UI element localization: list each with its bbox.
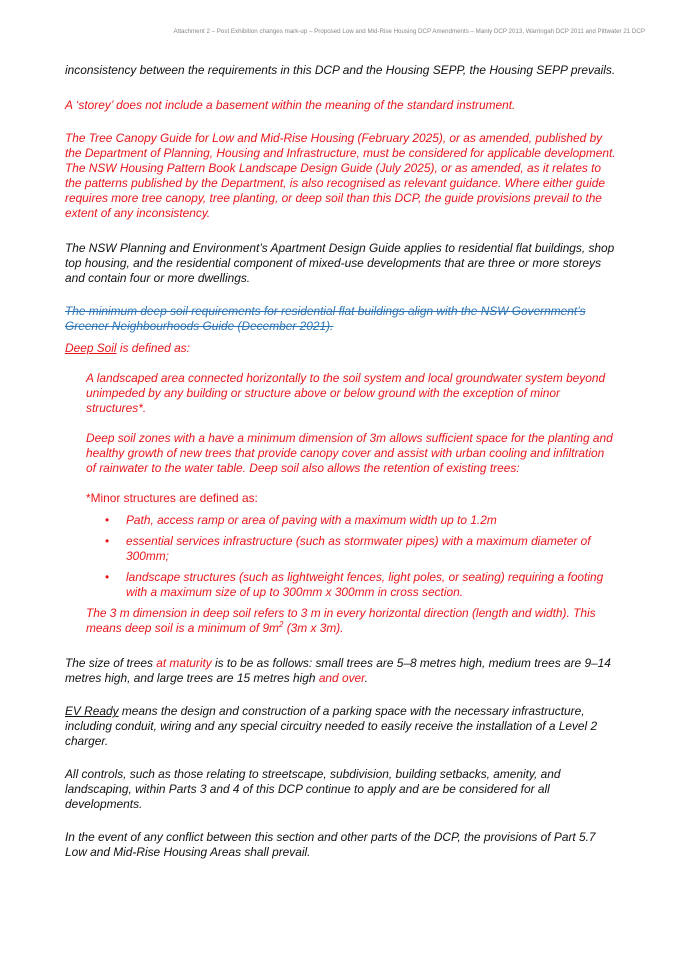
superscript: 2 bbox=[278, 620, 284, 630]
list-item-text: essential services infrastructure (such as stormwater pipes) with a maximum diameter of 300mm; bbox=[126, 534, 591, 563]
deep-soil-heading-rest: is defined as: bbox=[116, 341, 190, 355]
list-item bbox=[65, 513, 617, 528]
deep-soil-dimension-note bbox=[86, 606, 617, 636]
inserted-text: and over bbox=[318, 671, 365, 685]
minor-structures-list bbox=[65, 513, 617, 600]
paragraph-storey-definition: A ‘storey’ does not include a basement within the meaning of the standard instrument. bbox=[65, 98, 516, 112]
paragraph-conflict: In the event of any conflict between this section and other parts of the DCP, the provisions of Part 5.7 Low and Mid-Rise Housing Areas shall prevail. bbox=[65, 830, 596, 859]
list-item-text: landscape structures (such as lightweight fences, light poles, or seating) requiring a footing with a maximum size of up to 300mm x 300mm in cross section. bbox=[126, 570, 604, 599]
list-item bbox=[65, 534, 617, 564]
list-item-text: Path, access ramp or area of paving with a maximum width up to 1.2m bbox=[126, 513, 497, 527]
document-body bbox=[65, 63, 617, 860]
deep-soil-definition: A landscaped area connected horizontally to the soil system and local groundwater system beyond unimpeded by any building or structure above or below ground with the exception of minor structures*. bbox=[86, 371, 606, 415]
paragraph-apartment-design-guide: The NSW Planning and Environment’s Apartment Design Guide applies to residential flat buildings, shop top housing, and the residential component of mixed-use developments that are three or more storeys and contain four or more dwellings. bbox=[65, 241, 615, 285]
deep-soil-term: Deep Soil bbox=[65, 341, 117, 355]
paragraph-housing-sepp: inconsistency between the requirements in this DCP and the Housing SEPP, the Housing SEPP prevails. bbox=[65, 63, 616, 77]
bullet-icon: • bbox=[105, 513, 110, 527]
text-run: . bbox=[364, 671, 368, 685]
minor-structures-label: *Minor structures are defined as: bbox=[86, 491, 258, 505]
text-run: is to be as follows: small trees are 5–8 metres high, medium trees are 9–14 metres high, and large trees are 15 metres high bbox=[65, 656, 611, 685]
paragraph-tree-sizes bbox=[65, 656, 617, 686]
deep-soil-zones: Deep soil zones with a have a minimum dimension of 3m allows sufficient space for the planting and healthy growth of new trees that provide canopy cover and assist with urban cooling and infiltration of rainwater to the water table. Deep soil also allows the retention of existing trees: bbox=[86, 431, 613, 475]
ev-ready-text: means the design and construction of a parking space with the necessary infrastructure, including conduit, wiring and any special circuitry needed to easily receive the installation of a Level 2 charger. bbox=[65, 704, 598, 748]
page-header: Attachment 2 – Post Exhibition changes mark-up – Proposed Low and Mid-Rise Housing DCP Amendments – Manly DCP 2013, Warringah DCP 2011 and Pittwater 21 DCP bbox=[173, 28, 645, 35]
dimension-text-end: (3m x 3m). bbox=[283, 621, 344, 635]
paragraph-ev-ready bbox=[65, 704, 617, 749]
ev-ready-term: EV Ready bbox=[65, 704, 119, 718]
deep-soil-heading bbox=[65, 341, 617, 356]
inserted-text: at maturity bbox=[156, 656, 212, 670]
bullet-icon: • bbox=[105, 570, 110, 584]
paragraph-all-controls: All controls, such as those relating to streetscape, subdivision, building setbacks, amenity, and landscaping, within Parts 3 and 4 of this DCP continue to apply and are be considered for all developments. bbox=[65, 767, 561, 811]
bullet-icon: • bbox=[105, 534, 110, 548]
dimension-text: The 3 m dimension in deep soil refers to 3 m in every horizontal direction (length and width). This means deep soil is a minimum of 9m bbox=[86, 606, 596, 635]
text-run: The size of trees bbox=[65, 656, 157, 670]
list-item bbox=[65, 570, 617, 600]
paragraph-deleted-deep-soil-requirements: The minimum deep soil requirements for residential flat buildings align with the NSW Government’s Greener Neighbourhoods Guide (December 2021). bbox=[65, 304, 586, 333]
paragraph-tree-canopy-guide: The Tree Canopy Guide for Low and Mid-Rise Housing (February 2025), or as amended, published by the Department of Planning, Housing and Infrastructure, must be considered for applicable development. The NSW Housing Pattern Book Landscape Design Guide (July 2025), or as amended, as it relates to the patterns published by the Department, is also recognised as relevant guidance. Where either guide requires more tree canopy, tree planting, or deep soil than this DCP, the guide provisions prevail to the extent of any inconsistency. bbox=[65, 131, 616, 220]
